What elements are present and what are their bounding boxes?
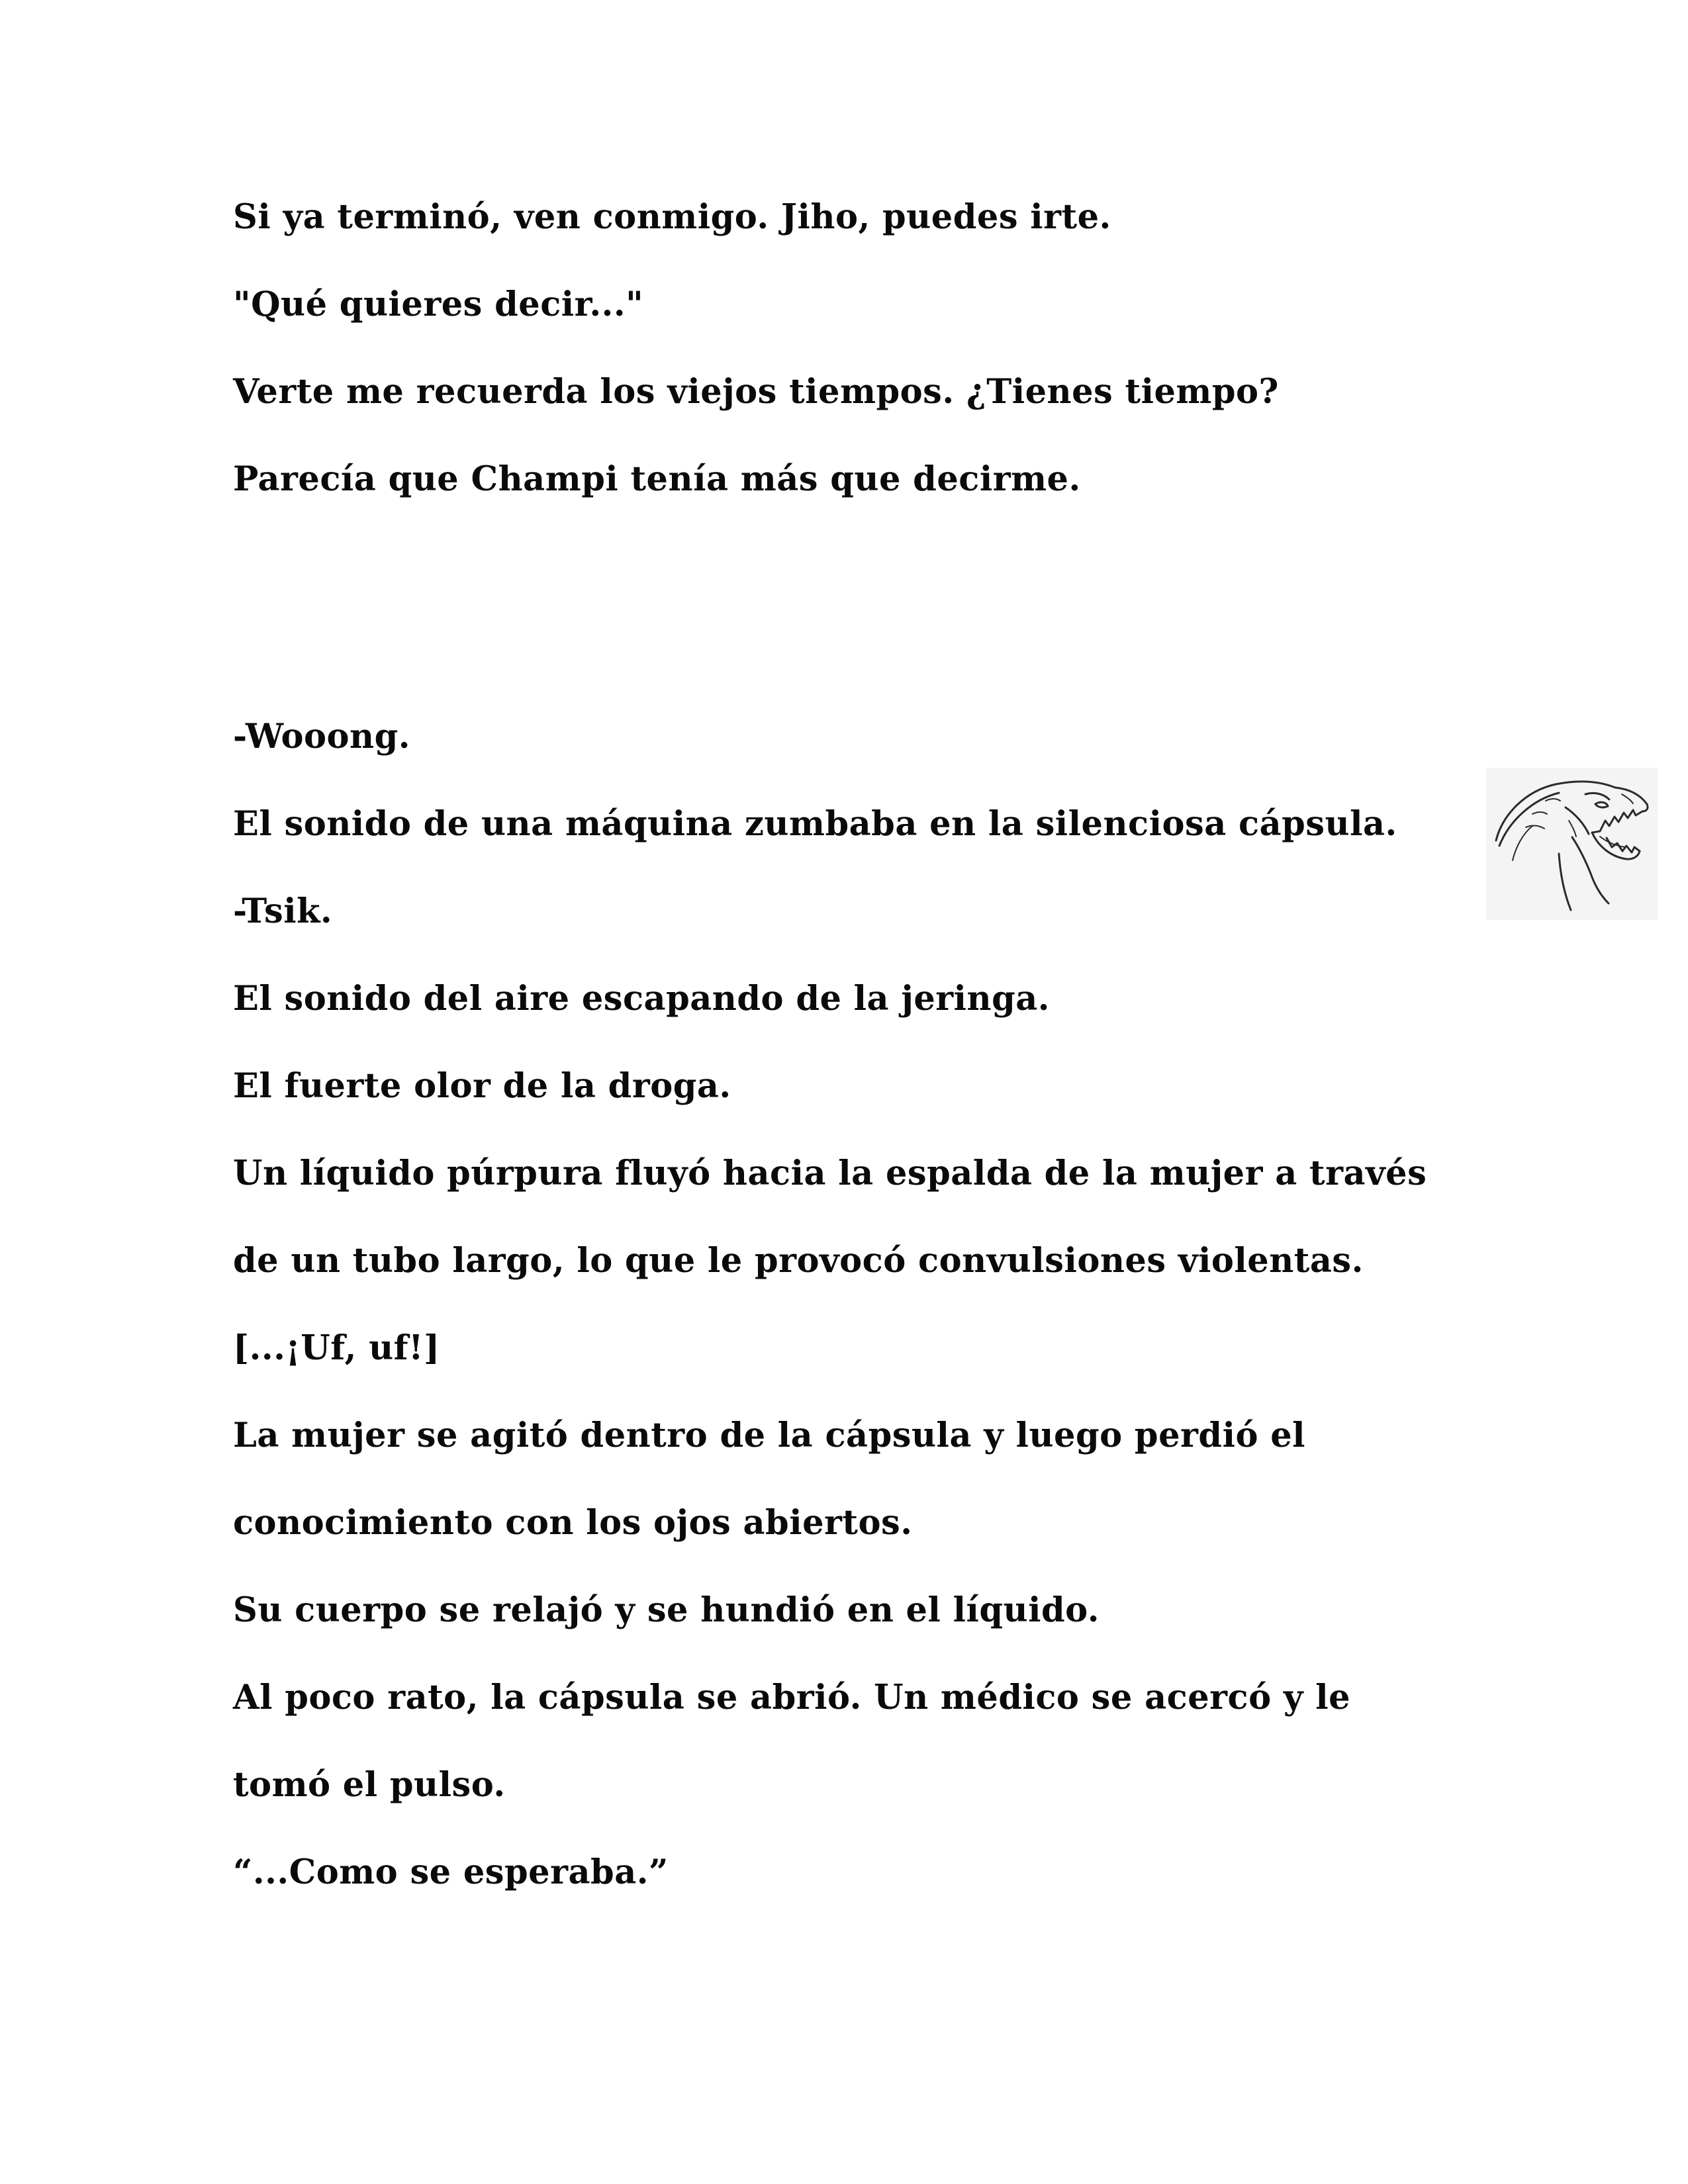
text-line: Un líquido púrpura fluyó hacia la espalda de la mujer a través [233,1154,1427,1193]
text-line: conocimiento con los ojos abiertos. [233,1503,913,1543]
text-line: -Wooong. [233,717,411,756]
text-line: El sonido de una máquina zumbaba en la silenciosa cápsula. [233,804,1397,844]
text-line: Verte me recuerda los viejos tiempos. ¿Tienes tiempo? [233,372,1279,412]
text-line: “...Como se esperaba.” [233,1852,669,1892]
text-line: Al poco rato, la cápsula se abrió. Un médico se acercó y le [233,1678,1351,1717]
text-line: Si ya terminó, ven conmigo. Jiho, puedes irte. [233,197,1111,237]
text-line: Su cuerpo se relajó y se hundió en el líquido. [233,1590,1100,1630]
text-line: de un tubo largo, lo que le provocó convulsiones violentas. [233,1241,1364,1281]
text-line: El fuerte olor de la droga. [233,1066,731,1106]
text-line: -Tsik. [233,891,333,931]
text-line: "Qué quieres decir..." [233,285,644,324]
text-line: Parecía que Champi tenía más que decirme. [233,459,1081,499]
dinosaur-head-sketch-icon [1486,768,1658,920]
text-line: La mujer se agitó dentro de la cápsula y luego perdió el [233,1416,1306,1455]
text-line: [...¡Uf, uf!] [233,1328,440,1368]
text-line: El sonido del aire escapando de la jeringa. [233,979,1051,1019]
text-line: tomó el pulso. [233,1765,506,1805]
